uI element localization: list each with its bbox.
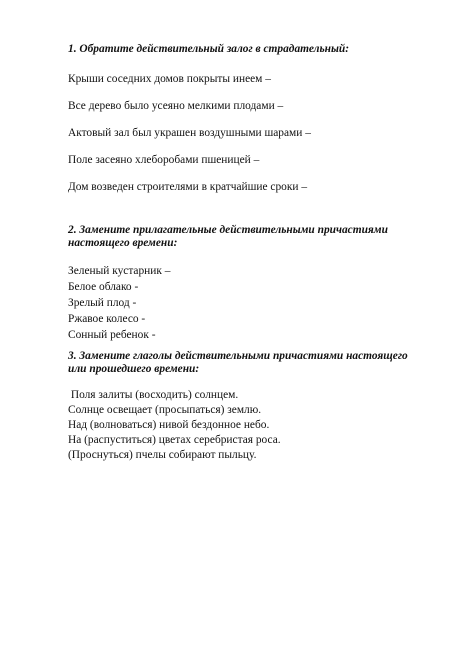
- section-2-line-2: Белое облако -: [68, 281, 139, 293]
- section-1-line-4: Поле засеяно хлеборобами пшеницей –: [68, 154, 260, 166]
- section-3-line-5: (Проснуться) пчелы собирают пыльцу.: [68, 449, 257, 461]
- section-3-line-3: Над (волноваться) нивой бездонное небо.: [68, 419, 270, 431]
- section-3-line-2: Солнце освещает (просыпаться) землю.: [68, 404, 262, 416]
- section-2-heading-line-1: 2. Замените прилагательные действительными причастиями: [68, 224, 388, 236]
- section-1-line-5: Дом возведен строителями в кратчайшие сроки –: [68, 181, 308, 193]
- section-1-line-3: Актовый зал был украшен воздушными шарами –: [68, 127, 311, 139]
- section-2-line-5: Сонный ребенок -: [68, 329, 156, 341]
- section-3-heading-line-1: 3. Замените глаголы действительными причастиями настоящего: [68, 350, 408, 362]
- section-3-line-4: На (распуститься) цветах серебристая роса.: [68, 434, 281, 446]
- section-3-line-1: Поля залиты (восходить) солнцем.: [68, 389, 239, 401]
- section-3-heading-line-2: или прошедшего времени:: [68, 363, 200, 375]
- section-1-line-1: Крыши соседних домов покрыты инеем –: [68, 73, 271, 85]
- section-2-line-3: Зрелый плод -: [68, 297, 137, 309]
- section-2-heading-line-2: настоящего времени:: [68, 237, 178, 249]
- section-1-line-2: Все дерево было усеяно мелкими плодами –: [68, 100, 284, 112]
- section-2-line-1: Зеленый кустарник –: [68, 265, 171, 277]
- section-1-heading: 1. Обратите действительный залог в страдательный:: [68, 43, 350, 55]
- section-2-line-4: Ржавое колесо -: [68, 313, 146, 325]
